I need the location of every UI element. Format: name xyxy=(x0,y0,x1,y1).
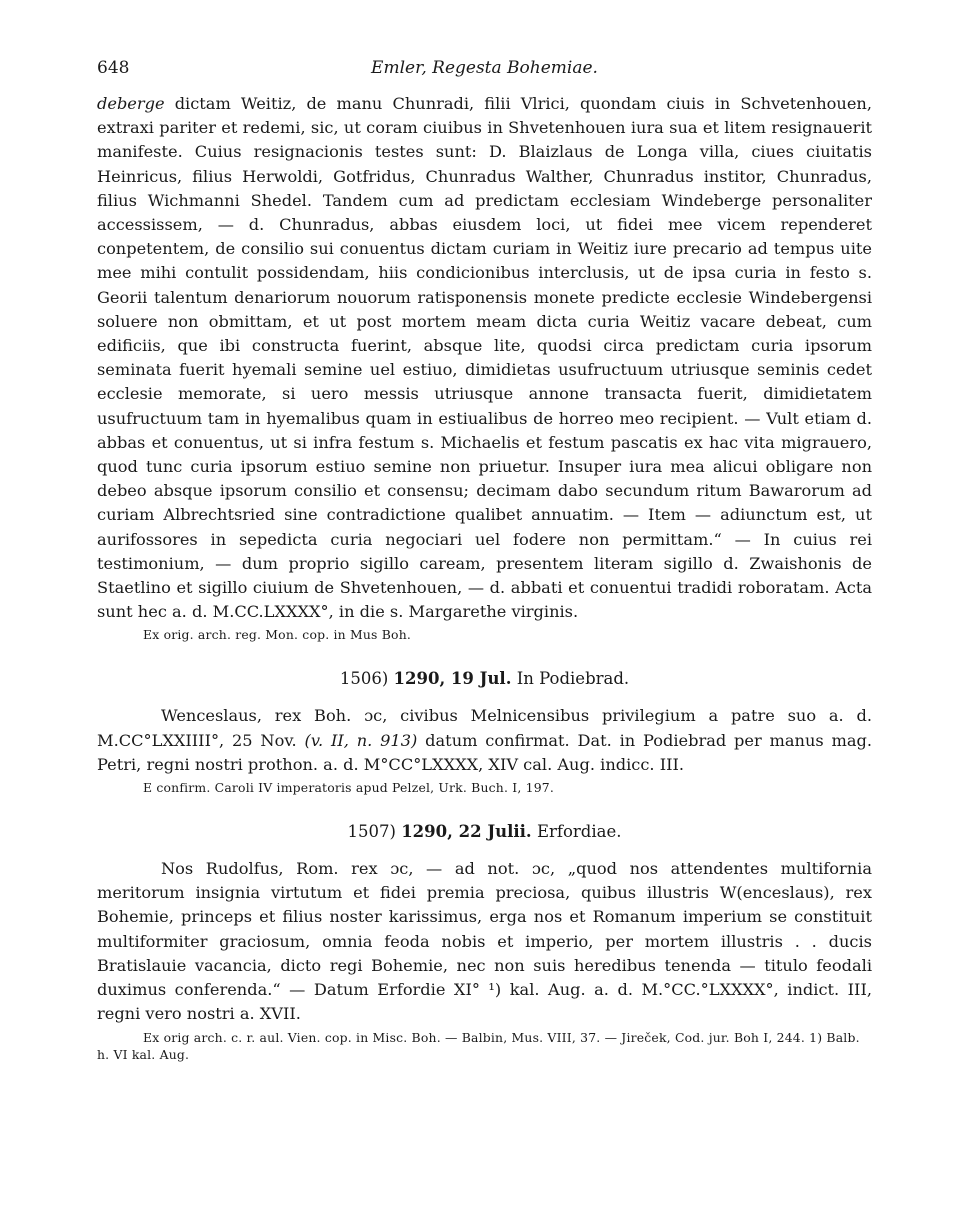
entry-text-part: datum confirmat. Dat. in Podiebrad per manus mag. Petri, regni nostri prothon. a. d. M°CC°LXXXX, XIV cal. Aug. indicc. III. xyxy=(97,730,873,774)
continued-regest-text xyxy=(97,92,872,624)
entry-text-part: Wenceslaus, rex Boh. ɔc, civibus Melnicensibus privilegium a patre suo a. d. M.CC°LXXIIII°, 25 Nov. xyxy=(97,706,872,750)
source-note: E confirm. Caroli IV imperatoris apud Pelzel, Urk. Buch. I, 197. xyxy=(143,780,555,796)
entry-date: 1290, 19 Jul. xyxy=(393,669,512,689)
page-number: 648 xyxy=(97,58,130,78)
document-page xyxy=(97,58,872,1063)
running-title: Emler, Regesta Bohemiae. xyxy=(371,58,598,78)
entry-place: In Podiebrad. xyxy=(516,669,630,689)
entry-heading-1506 xyxy=(97,669,872,688)
entry-place: Erfordiae. xyxy=(536,822,622,842)
incipit-word: deberge xyxy=(97,94,165,113)
source-note: Ex orig arch. c. r. aul. Vien. cop. in Misc. Boh. — Balbin, Mus. VIII, 37. — Jireček, Cod. jur. Boh I, 244. 1) Balb. h. VI kal. Aug. xyxy=(97,1029,860,1062)
entry-number: 1507) xyxy=(347,822,396,842)
entry-heading-1507 xyxy=(97,822,872,841)
source-note: Ex orig. arch. reg. Mon. cop. in Mus Boh. xyxy=(143,627,412,643)
entry-text-1507: Nos Rudolfus, Rom. rex ɔc, — ad not. ɔc, „quod nos attendentes multifornia meritorum insignia virtutum et fidei premia preciosa, quibus illustris W(enceslaus), rex Bohemie, princeps et filius noster karissimus, erga nos et Romanum imperium se constituit multiformiter graciosum, omnia feoda nobis et imperio, per mortem illustris . . ducis Bratislauie vacancia, dicto regi Bohemie, nec non suis heredibus tenenda — titulo feodali duximus conferenda.“ — Datum Erfordie XI° ¹) kal. Aug. a. d. M.°CC.°LXXXX°, indict. III, regni vero nostri a. XVII. xyxy=(97,859,872,1024)
cross-reference: (v. II, n. 913) xyxy=(304,730,418,750)
entry-number: 1506) xyxy=(339,669,389,689)
entry-text-1506 xyxy=(97,704,872,777)
continued-body: dictam Weitiz, de manu Chunradi, filii Vlrici, quondam ciuis in Schvetenhouen, extraxi pariter et redemi, sic, ut coram ciuibus in Shvetenhouen iura sua et litem resignauerit manifeste. Cuius resignacionis testes sunt: D. Blaizlaus de Longa villa, ciues ciuitatis Heinricus, filius Herwoldi, Gotfridus, Chunradus Walther, Chunradus institor, Chunradus, filius Wichmanni Shedel. Tandem cum ad predictam ecclesiam Windeberge personaliter accessissem, — d. Chunradus, abbas eiusdem loci, ut fidei mee vicem rependeret conpetentem, de consilio sui conuentus dictam curiam in Weitiz iure precario ad tempus uite mee mihi contulit possidendam, hiis condicionibus interclusis, ut de ipsa curia in festo s. Georii talentum denariorum nouorum ratisponensis monete predicte ecclesie Windebergensi soluere non obmittam, et ut post mortem meam dicta curia Weitiz vacare debeat, cum edificiis, que ibi constructa fuerint, absque lite, quodsi circa predictam curia ipsorum seminata fuerit hyemali semine uel estiuo, dimidietas usufructuum utriusque seminis cedet ecclesie memorate, si uero messis utriusque annone transacta fuerit, dimidietatem usufructuum tam in hyemalibus quam in estiualibus de horreo meo recipient. — Vult etiam d. abbas et conuentus, ut si infra festum s. Michaelis et festum pascatis ex hac vita migrauero, quod tunc curia ipsorum estiuo semine non priuetur. Insuper iura mea alicui obligare non debeo absque ipsorum consilio et consensu; decimam dabo secundum ritum Bawarorum ad curiam Albrechtsried sine contradictione qualibet annuatim. — Item — adiunctum est, ut aurifossores in sepedicta curia negociari uel fodere non permittam.“ — In cuius rei testimonium, — dum proprio sigillo caream, presentem literam sigillo d. Zwaishonis de Staetlino et sigillo ciuium de Shvetenhouen, — d. abbati et conuentui tradidi roboratam. Acta sunt hec a. d. M.CC.LXXXX°, in die s. Margarethe virginis. xyxy=(97,94,872,622)
entry-date: 1290, 22 Julii. xyxy=(401,822,532,842)
page-header xyxy=(97,58,872,92)
